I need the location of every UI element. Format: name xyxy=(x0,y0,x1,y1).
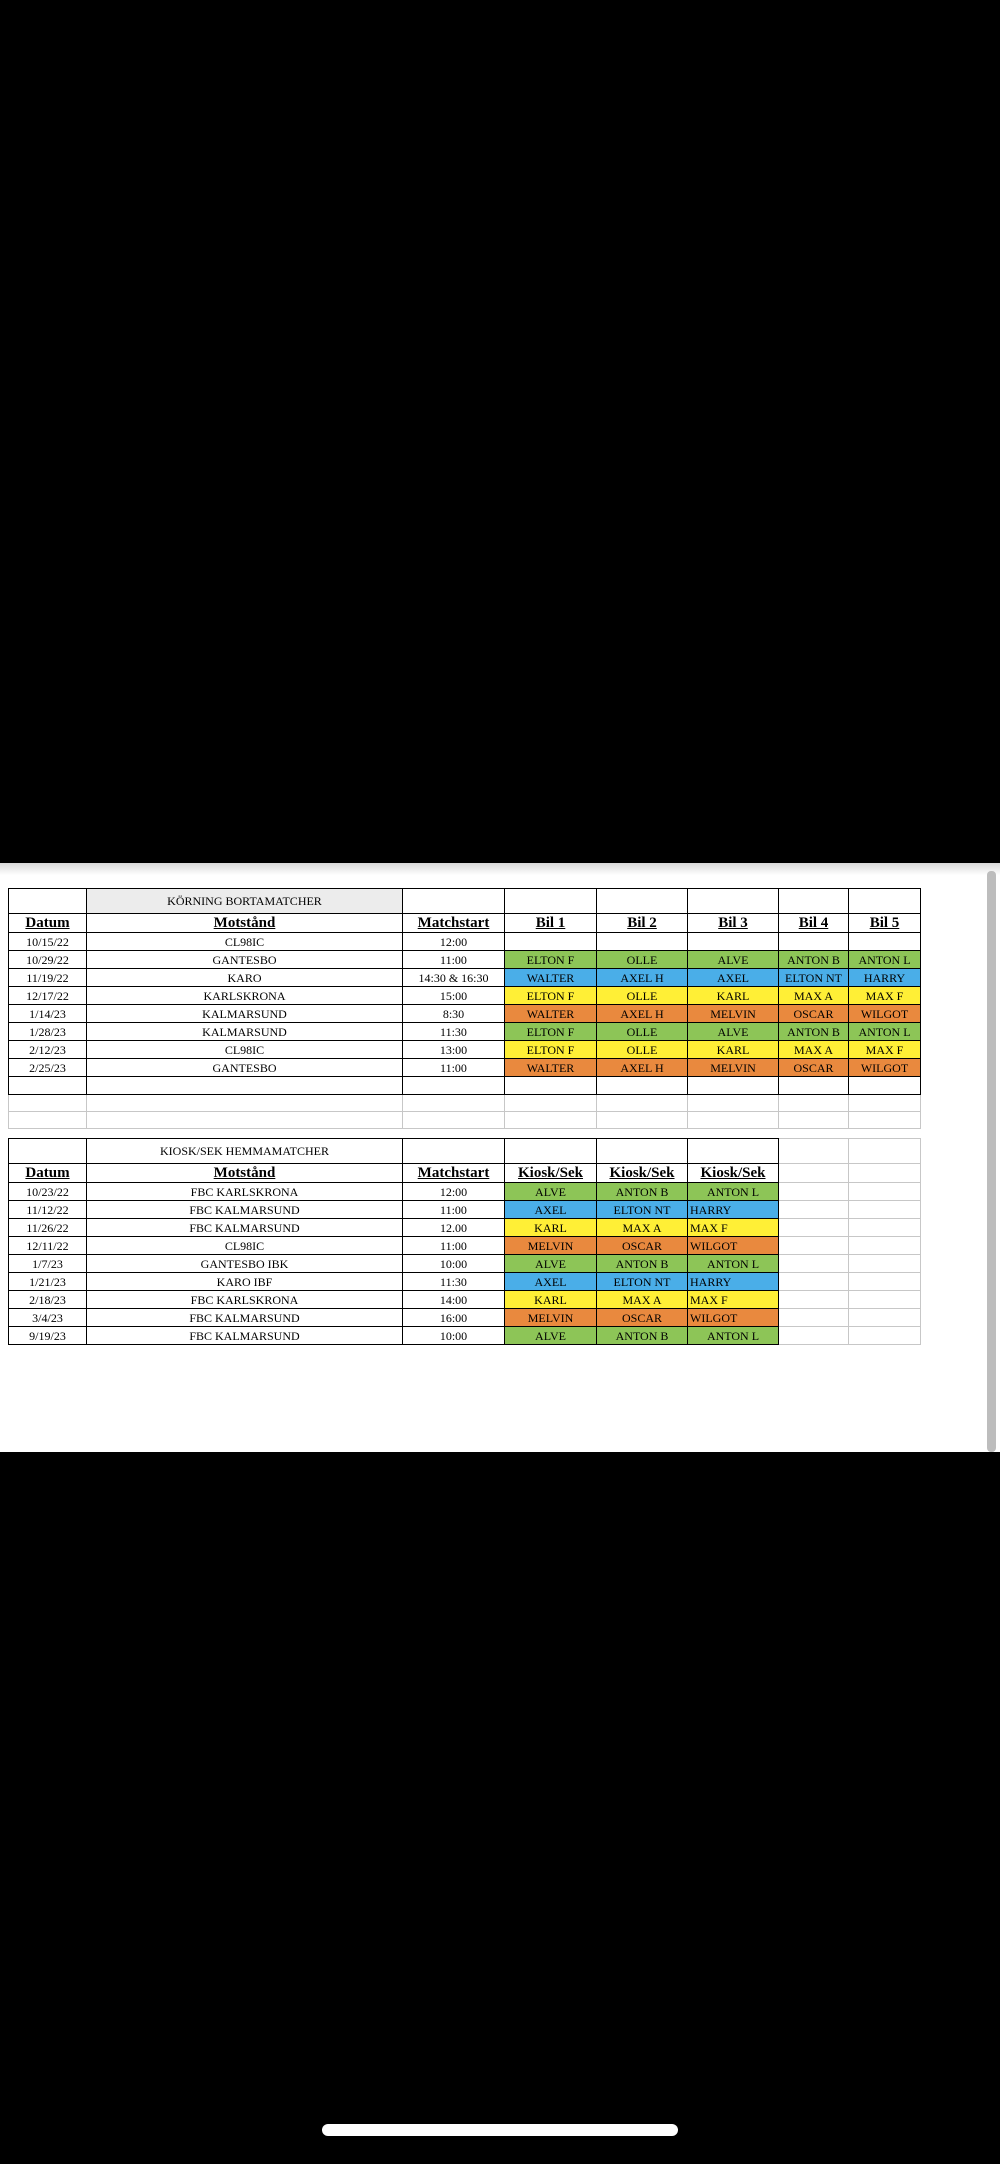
date-cell: 10/15/22 xyxy=(9,933,87,951)
start-cell: 8:30 xyxy=(403,1005,505,1023)
car-cell: ELTON NT xyxy=(779,969,849,987)
car-cell: WALTER xyxy=(505,969,597,987)
date-cell: 12/11/22 xyxy=(9,1237,87,1255)
car-cell: OLLE xyxy=(597,1023,688,1041)
staff-cell: ELTON NT xyxy=(597,1273,688,1291)
car-cell: OLLE xyxy=(597,987,688,1005)
staff-cell: MAX A xyxy=(597,1219,688,1237)
staff-cell: ELTON NT xyxy=(597,1201,688,1219)
date-cell: 10/29/22 xyxy=(9,951,87,969)
col-header-kiosk-3: Kiosk/Sek xyxy=(688,1164,779,1183)
car-cell: ELTON F xyxy=(505,1023,597,1041)
staff-cell: ANTON B xyxy=(597,1327,688,1345)
col-header-kiosk-2: Kiosk/Sek xyxy=(597,1164,688,1183)
opponent-cell: FBC KARLSKRONA xyxy=(87,1291,403,1309)
opponent-cell: GANTESBO xyxy=(87,1059,403,1077)
car-cell: WALTER xyxy=(505,1059,597,1077)
table-row xyxy=(9,1327,921,1345)
date-cell: 2/12/23 xyxy=(9,1041,87,1059)
staff-cell: MELVIN xyxy=(505,1237,597,1255)
opponent-cell: CL98IC xyxy=(87,1041,403,1059)
car-cell: ELTON F xyxy=(505,1041,597,1059)
staff-cell: ALVE xyxy=(505,1255,597,1273)
date-cell: 11/12/22 xyxy=(9,1201,87,1219)
staff-cell: ALVE xyxy=(505,1327,597,1345)
car-cell xyxy=(688,933,779,951)
start-cell: 10:00 xyxy=(403,1255,505,1273)
car-cell: ANTON B xyxy=(779,1023,849,1041)
start-cell: 11:30 xyxy=(403,1023,505,1041)
date-cell: 11/26/22 xyxy=(9,1219,87,1237)
staff-cell: KARL xyxy=(505,1291,597,1309)
car-cell: MELVIN xyxy=(688,1005,779,1023)
date-cell: 2/25/23 xyxy=(9,1059,87,1077)
start-cell: 10:00 xyxy=(403,1327,505,1345)
home-matches-table xyxy=(8,1138,921,1345)
car-cell: MAX A xyxy=(779,1041,849,1059)
staff-cell: KARL xyxy=(505,1219,597,1237)
staff-cell: ANTON B xyxy=(597,1255,688,1273)
table-row xyxy=(9,1041,921,1059)
car-cell: OLLE xyxy=(597,951,688,969)
car-cell xyxy=(597,933,688,951)
spreadsheet-view xyxy=(0,863,1000,1452)
table-row xyxy=(9,1183,921,1201)
opponent-cell: CL98IC xyxy=(87,1237,403,1255)
col-header-bil-1: Bil 1 xyxy=(505,914,597,933)
start-cell: 13:00 xyxy=(403,1041,505,1059)
car-cell xyxy=(779,933,849,951)
opponent-cell: FBC KALMARSUND xyxy=(87,1309,403,1327)
date-cell: 3/4/23 xyxy=(9,1309,87,1327)
start-cell: 12:00 xyxy=(403,1183,505,1201)
date-cell: 9/19/23 xyxy=(9,1327,87,1345)
car-cell: AXEL H xyxy=(597,969,688,987)
date-cell: 12/17/22 xyxy=(9,987,87,1005)
col-header-datum: Datum xyxy=(9,914,87,933)
car-cell: ANTON L xyxy=(849,951,921,969)
staff-cell: WILGOT xyxy=(688,1309,779,1327)
home-table-title: KIOSK/SEK HEMMAMATCHER xyxy=(87,1139,403,1164)
staff-cell: ALVE xyxy=(505,1183,597,1201)
start-cell: 12:00 xyxy=(403,933,505,951)
staff-cell: MAX A xyxy=(597,1291,688,1309)
empty-row xyxy=(9,1095,921,1112)
table-row xyxy=(9,1309,921,1327)
car-cell: AXEL H xyxy=(597,1005,688,1023)
opponent-cell: KARLSKRONA xyxy=(87,987,403,1005)
staff-cell: MELVIN xyxy=(505,1309,597,1327)
table-row xyxy=(9,969,921,987)
opponent-cell: KALMARSUND xyxy=(87,1005,403,1023)
car-cell: ALVE xyxy=(688,951,779,969)
staff-cell: WILGOT xyxy=(688,1237,779,1255)
car-cell: ALVE xyxy=(688,1023,779,1041)
table-row xyxy=(9,1023,921,1041)
start-cell: 11:00 xyxy=(403,1201,505,1219)
table-row xyxy=(9,1005,921,1023)
car-cell: OLLE xyxy=(597,1041,688,1059)
col-header-bil-2: Bil 2 xyxy=(597,914,688,933)
table-row xyxy=(9,987,921,1005)
opponent-cell: GANTESBO IBK xyxy=(87,1255,403,1273)
start-cell: 12.00 xyxy=(403,1219,505,1237)
car-cell: OSCAR xyxy=(779,1005,849,1023)
opponent-cell: FBC KALMARSUND xyxy=(87,1201,403,1219)
date-cell: 11/19/22 xyxy=(9,969,87,987)
col-header-motstand: Motstånd xyxy=(87,1164,403,1183)
away-matches-table xyxy=(8,888,921,1129)
opponent-cell: FBC KALMARSUND xyxy=(87,1219,403,1237)
table-row xyxy=(9,933,921,951)
table-row xyxy=(9,1201,921,1219)
start-cell: 15:00 xyxy=(403,987,505,1005)
start-cell: 14:00 xyxy=(403,1291,505,1309)
table-row xyxy=(9,1255,921,1273)
car-cell: KARL xyxy=(688,1041,779,1059)
col-header-datum: Datum xyxy=(9,1164,87,1183)
opponent-cell: KARO xyxy=(87,969,403,987)
staff-cell: OSCAR xyxy=(597,1237,688,1255)
staff-cell: HARRY xyxy=(688,1273,779,1291)
staff-cell: MAX F xyxy=(688,1219,779,1237)
car-cell: MELVIN xyxy=(688,1059,779,1077)
date-cell: 1/14/23 xyxy=(9,1005,87,1023)
table-row xyxy=(9,951,921,969)
opponent-cell: KARO IBF xyxy=(87,1273,403,1291)
date-cell: 1/28/23 xyxy=(9,1023,87,1041)
car-cell: OSCAR xyxy=(779,1059,849,1077)
col-header-motstand: Motstånd xyxy=(87,914,403,933)
car-cell: KARL xyxy=(688,987,779,1005)
opponent-cell: FBC KALMARSUND xyxy=(87,1327,403,1345)
staff-cell: ANTON L xyxy=(688,1255,779,1273)
date-cell: 1/21/23 xyxy=(9,1273,87,1291)
car-cell xyxy=(505,933,597,951)
date-cell: 1/7/23 xyxy=(9,1255,87,1273)
col-header-bil-4: Bil 4 xyxy=(779,914,849,933)
table-row xyxy=(9,1273,921,1291)
staff-cell: ANTON L xyxy=(688,1183,779,1201)
car-cell: ELTON F xyxy=(505,987,597,1005)
staff-cell: ANTON B xyxy=(597,1183,688,1201)
car-cell: ANTON B xyxy=(779,951,849,969)
staff-cell: AXEL xyxy=(505,1273,597,1291)
table-row xyxy=(9,1237,921,1255)
empty-row xyxy=(9,1077,921,1095)
staff-cell: AXEL xyxy=(505,1201,597,1219)
car-cell: WILGOT xyxy=(849,1005,921,1023)
start-cell: 16:00 xyxy=(403,1309,505,1327)
corner-cell xyxy=(9,1139,87,1164)
col-header-matchstart: Matchstart xyxy=(403,914,505,933)
staff-cell: MAX F xyxy=(688,1291,779,1309)
opponent-cell: FBC KARLSKRONA xyxy=(87,1183,403,1201)
car-cell: MAX A xyxy=(779,987,849,1005)
car-cell: MAX F xyxy=(849,1041,921,1059)
col-header-bil-5: Bil 5 xyxy=(849,914,921,933)
car-cell xyxy=(849,933,921,951)
opponent-cell: KALMARSUND xyxy=(87,1023,403,1041)
date-cell: 2/18/23 xyxy=(9,1291,87,1309)
date-cell: 10/23/22 xyxy=(9,1183,87,1201)
staff-cell: OSCAR xyxy=(597,1309,688,1327)
col-header-kiosk-1: Kiosk/Sek xyxy=(505,1164,597,1183)
car-cell: ANTON L xyxy=(849,1023,921,1041)
car-cell: MAX F xyxy=(849,987,921,1005)
car-cell: ELTON F xyxy=(505,951,597,969)
start-cell: 11:00 xyxy=(403,951,505,969)
home-indicator[interactable] xyxy=(322,2124,678,2136)
vertical-scrollbar[interactable] xyxy=(987,871,996,1452)
sheet-top-shadow xyxy=(0,863,1000,875)
staff-cell: ANTON L xyxy=(688,1327,779,1345)
start-cell: 14:30 & 16:30 xyxy=(403,969,505,987)
car-cell: HARRY xyxy=(849,969,921,987)
start-cell: 11:30 xyxy=(403,1273,505,1291)
opponent-cell: GANTESBO xyxy=(87,951,403,969)
car-cell: AXEL xyxy=(688,969,779,987)
away-table-title: KÖRNING BORTAMATCHER xyxy=(87,889,403,914)
car-cell: WALTER xyxy=(505,1005,597,1023)
car-cell: WILGOT xyxy=(849,1059,921,1077)
table-row xyxy=(9,1059,921,1077)
car-cell: AXEL H xyxy=(597,1059,688,1077)
col-header-matchstart: Matchstart xyxy=(403,1164,505,1183)
empty-row xyxy=(9,1112,921,1129)
start-cell: 11:00 xyxy=(403,1237,505,1255)
col-header-bil-3: Bil 3 xyxy=(688,914,779,933)
opponent-cell: CL98IC xyxy=(87,933,403,951)
start-cell: 11:00 xyxy=(403,1059,505,1077)
table-row xyxy=(9,1291,921,1309)
staff-cell: HARRY xyxy=(688,1201,779,1219)
table-row xyxy=(9,1219,921,1237)
corner-cell xyxy=(9,889,87,914)
